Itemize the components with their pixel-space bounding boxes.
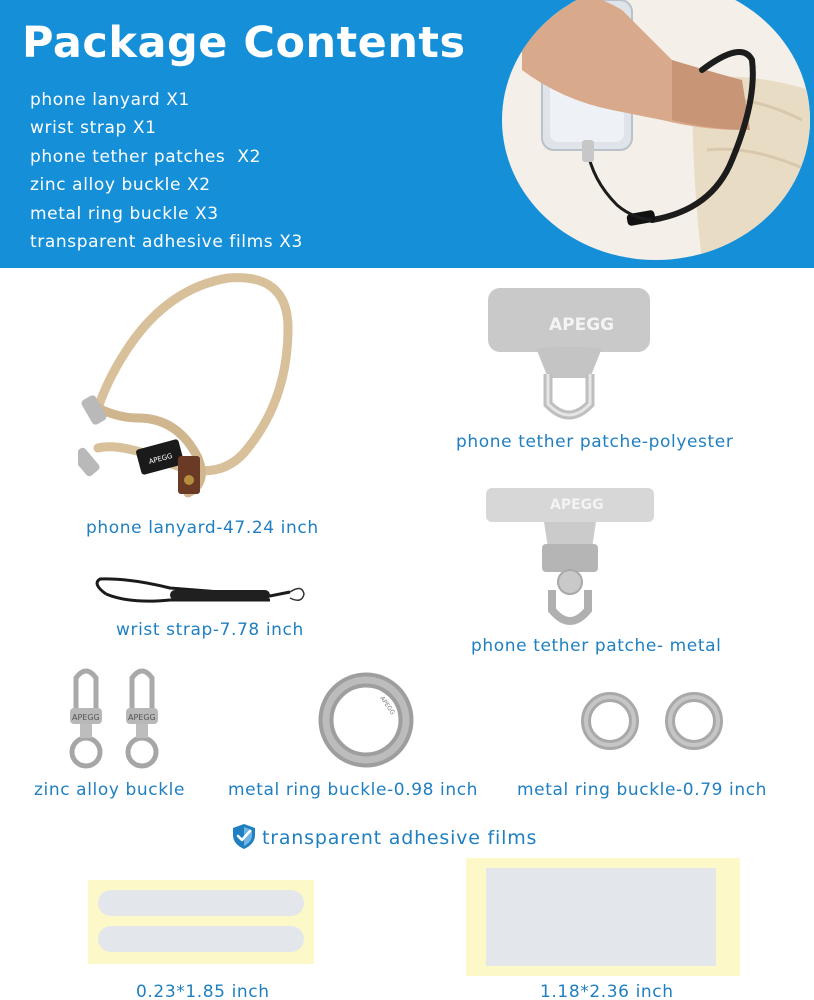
polyester-patch-logo: APEGG <box>549 315 615 335</box>
zinc-alloy-buckle-caption: zinc alloy buckle <box>34 780 186 800</box>
contents-item: metal ring buckle X3 <box>30 203 219 224</box>
ring-buckle-logo: APEGG <box>378 695 397 717</box>
metal-ring-buckle-large-image <box>312 668 420 772</box>
lanyard-tag-logo: APEGG <box>147 451 174 466</box>
contents-item: zinc alloy buckle X2 <box>30 175 211 196</box>
contents-list <box>30 86 303 256</box>
wrist-strap-caption: wrist strap-7.78 inch <box>116 620 304 640</box>
film-strip <box>98 926 304 952</box>
polyester-tether-patch-caption: phone tether patche-polyester <box>456 432 734 452</box>
wrist-strap-image <box>90 574 316 616</box>
small-film-caption: 0.23*1.85 inch <box>136 982 270 1000</box>
phone-lanyard-image <box>78 268 308 510</box>
zinc-buckle-logo-2: APEGG <box>128 713 156 722</box>
banner-title: Package Contents <box>22 18 466 68</box>
metal-patch-logo: APEGG <box>550 497 604 513</box>
film-strip <box>98 890 304 916</box>
contents-item: wrist strap X1 <box>30 118 157 139</box>
contents-item: phone lanyard X1 <box>30 90 190 110</box>
metal-ring-buckle-small-caption: metal ring buckle-0.79 inch <box>517 780 768 800</box>
small-adhesive-film-image <box>88 880 314 964</box>
metal-tether-patch-image <box>484 486 656 632</box>
metal-tether-patch-caption: phone tether patche- metal <box>471 636 722 656</box>
package-contents-banner <box>0 0 814 268</box>
films-heading-label: transparent adhesive films <box>262 827 538 849</box>
metal-ring-buckle-small-image <box>578 688 728 754</box>
film-sheet <box>486 868 716 966</box>
polyester-tether-patch-image <box>486 286 652 426</box>
contents-item: phone tether patches X2 <box>30 146 262 167</box>
large-adhesive-film-image <box>466 858 740 976</box>
contents-item: transparent adhesive films X3 <box>30 231 303 252</box>
large-film-caption: 1.18*2.36 inch <box>540 982 674 1000</box>
zinc-alloy-buckle-image <box>62 664 172 774</box>
metal-ring-buckle-large-caption: metal ring buckle-0.98 inch <box>228 780 479 800</box>
shield-check-icon <box>230 822 258 854</box>
films-heading <box>230 822 537 854</box>
zinc-buckle-logo-1: APEGG <box>72 713 100 722</box>
phone-lanyard-caption: phone lanyard-47.24 inch <box>86 518 319 538</box>
hand-with-wrist-strap-photo <box>502 0 810 260</box>
